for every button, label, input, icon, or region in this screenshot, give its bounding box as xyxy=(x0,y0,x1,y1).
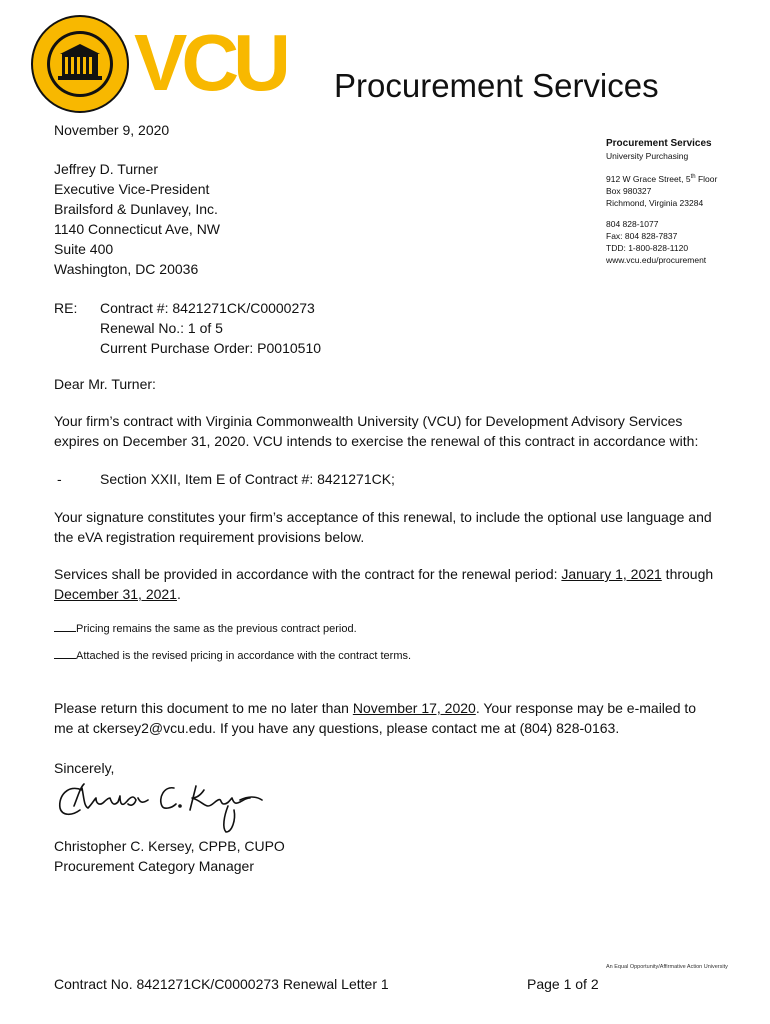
contact-city: Richmond, Virginia 23284 xyxy=(606,197,704,208)
re-po: Current Purchase Order: P0010510 xyxy=(100,340,322,356)
letter-date: November 9, 2020 xyxy=(54,122,170,138)
footer-page-number: Page 1 of 2 xyxy=(527,976,599,992)
signer-name: Christopher C. Kersey, CPPB, CUPO xyxy=(54,838,285,854)
option1-text: Pricing remains the same as the previous contract period. xyxy=(76,623,357,635)
para3-mid: through xyxy=(661,566,714,582)
recipient-name: Jeffrey D. Turner xyxy=(54,161,159,177)
para3-pre: Services shall be provided in accordance with the contract for the renewal period: xyxy=(54,566,562,582)
para2-line1: Your signature constitutes your firm’s acceptance of this renewal, to include the optional use language and xyxy=(54,509,712,525)
equal-opportunity-note: An Equal Opportunity/Affirmative Action University xyxy=(606,964,728,970)
signer-block xyxy=(54,836,285,876)
para3-line1 xyxy=(54,564,734,584)
contact-heading: Procurement Services xyxy=(606,138,712,149)
signer-title: Procurement Category Manager xyxy=(54,858,254,874)
contact-sub: University Purchasing xyxy=(606,151,689,161)
paragraph-2 xyxy=(54,507,734,547)
contact-tdd: TDD: 1-800-828-1120 xyxy=(606,242,689,253)
para3-line2 xyxy=(54,584,734,604)
recipient-address1: 1140 Connecticut Ave, NW xyxy=(54,221,221,237)
paragraph-1 xyxy=(54,411,734,451)
bullet-dash: - xyxy=(57,471,62,487)
letterhead xyxy=(30,14,730,114)
svg-text:VCU: VCU xyxy=(134,28,285,98)
renewal-start-date: January 1, 2021 xyxy=(561,566,662,582)
para4-line2: me at ckersey2@vcu.edu. If you have any questions, please contact me at (804) 828-0163. xyxy=(54,720,620,736)
paragraph-3 xyxy=(54,564,734,604)
street-sup: th xyxy=(690,174,696,180)
re-contract: Contract #: 8421271CK/C0000273 xyxy=(100,300,315,316)
recipient-title: Executive Vice-President xyxy=(54,181,210,197)
para1-line2: expires on December 31, 2020. VCU intends to exercise the renewal of this contract in accordance with: xyxy=(54,433,699,449)
para2-line2: the eVA registration requirement provisions below. xyxy=(54,529,365,545)
recipient-address xyxy=(54,159,220,279)
recipient-city: Washington, DC 20036 xyxy=(54,261,199,277)
recipient-address2: Suite 400 xyxy=(54,241,114,257)
re-block xyxy=(100,298,321,358)
para4-pre: Please return this document to me no later than xyxy=(54,700,353,716)
closing: Sincerely, xyxy=(54,760,115,776)
salutation: Dear Mr. Turner: xyxy=(54,376,156,392)
contact-street xyxy=(606,171,756,185)
bullet-text: Section XXII, Item E of Contract #: 8421271CK; xyxy=(100,471,395,487)
street-text: 912 W Grace Street, 5 xyxy=(606,173,691,184)
street-post: Floor xyxy=(695,173,718,184)
contact-block xyxy=(606,137,756,266)
paragraph-4 xyxy=(54,698,734,738)
option2-text: Attached is the revised pricing in accordance with the contract terms. xyxy=(76,650,412,662)
para1-line1: Your firm’s contract with Virginia Commonwealth University (VCU) for Development Advisory Services xyxy=(54,413,683,429)
handwritten-signature xyxy=(54,776,269,838)
renewal-end-date: December 31, 2021 xyxy=(54,586,177,602)
contact-phone: 804 828-1077 xyxy=(606,218,659,229)
para3-post: . xyxy=(176,586,181,602)
option1-blank[interactable] xyxy=(54,620,76,632)
contact-box: Box 980327 xyxy=(606,185,652,196)
recipient-company: Brailsford & Dunlavey, Inc. xyxy=(54,201,218,217)
option-pricing-same xyxy=(54,620,357,637)
option2-blank[interactable] xyxy=(54,647,76,659)
re-renewal: Renewal No.: 1 of 5 xyxy=(100,320,223,336)
para4-post: . Your response may be e-mailed to xyxy=(475,700,697,716)
para4-line1 xyxy=(54,698,734,718)
option-pricing-revised xyxy=(54,647,411,664)
vcu-logo xyxy=(134,28,339,98)
footer-contract: Contract No. 8421271CK/C0000273 Renewal Letter 1 xyxy=(54,976,389,992)
contact-web: www.vcu.edu/procurement xyxy=(606,254,707,265)
contact-fax: Fax: 804 828-7837 xyxy=(606,230,678,241)
re-label: RE: xyxy=(54,300,78,316)
letterhead-dept: Procurement Services xyxy=(334,67,659,104)
return-date: November 17, 2020 xyxy=(352,700,476,716)
university-seal xyxy=(30,14,130,114)
